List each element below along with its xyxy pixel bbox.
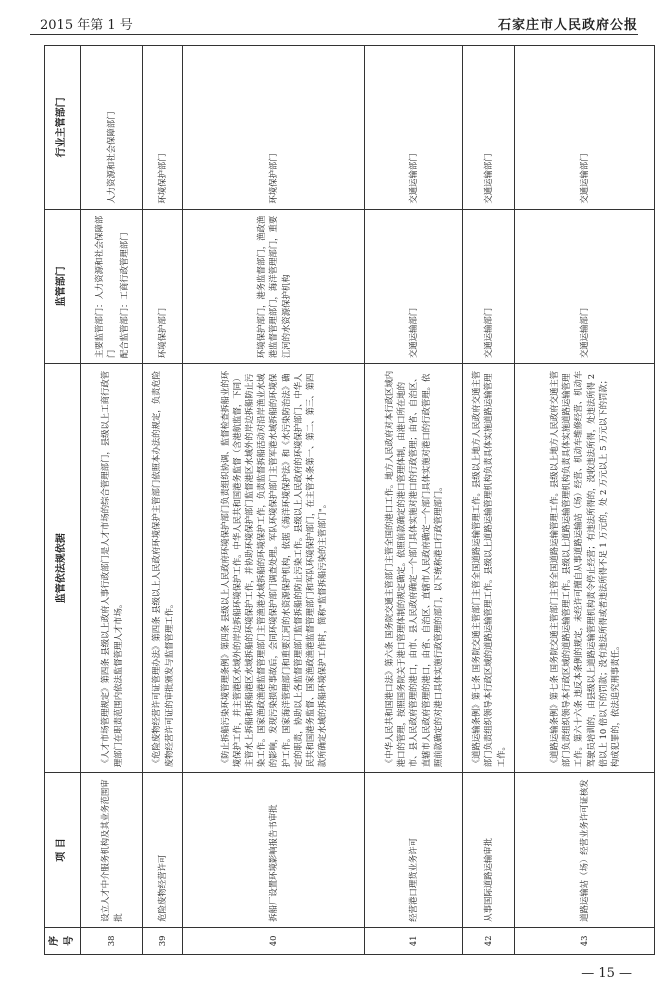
row-monitor: 交通运输部门	[515, 209, 655, 364]
row-item: 拆船厂设置环境影响报告书审批	[183, 773, 365, 928]
issue-label: 2015 年第 1 号	[40, 18, 133, 33]
row-monitor: 交通运输部门	[365, 209, 463, 364]
table-header-row	[45, 46, 81, 955]
header-num: 序号	[45, 927, 81, 954]
row-item: 设立人才中介服务机构及其业务范围审批	[81, 773, 143, 928]
regulation-table	[44, 45, 655, 955]
row-industry: 交通运输部门	[463, 46, 515, 210]
row-item: 危险废物经营许可	[143, 773, 183, 928]
table-row	[81, 46, 143, 955]
row-basis: 《危险废物经营许可证管理办法》第四条 县级以上人民政府环境保护主管部门依照本办法的规定，负责危险废物经营许可证的审批颁发与监督管理工作。	[143, 364, 183, 773]
row-basis: 《中华人民共和国港口法》第六条 国务院交通主管部门主管全国的港口工作。地方人民政府对本行政区域内港口的管理，按照国务院关于港口管理体制的规定确定。依照前款确定的港口管理体制，由港口所在地的市、县人民政府管理的港口，由市、县人民政府确定一个部门具体实施对港口的行政管理；由省、自治区、直辖市人民政府管理的港口，由省、自治区、直辖市人民政府确定一个部门具体实施对港口的行政管理。依照前款确定的对港口具体实施行政管理的部门，以下统称港口行政管理部门。	[365, 364, 463, 773]
row-monitor: 主要监管部门：人力资源和社会保障部门 配合监管部门：工商行政管理部门	[81, 209, 143, 364]
row-monitor: 环境保护部门，港务监督部门，渔政渔港监督管理部门，海洋管理部门，重要江河的水资源保护机构	[183, 209, 365, 364]
gazette-title: 石家庄市人民政府公报	[497, 18, 638, 33]
row-item: 道路运输站（场）经营业务许可证核发	[515, 773, 655, 928]
row-industry: 人力资源和社会保障部门	[81, 46, 143, 210]
row-industry: 环境保护部门	[143, 46, 183, 210]
row-basis: 《道路运输条例》第七条 国务院交通主管部门主管全国道路运输管理工作。县级以上地方人民政府交通主管部门负责组织领导本行政区域的道路运输管理工作。县级以上道路运输管理机构负责具体实施道路运输管理工作。第六十六条 违反本条例的规定，未经许可擅自从事道路运输站（场）经营、机动车维修经营、机动车驾驶员培训的，由县级以上道路运输管理机构责令停止经营；有违法所得的，没收违法所得，处违法所得 2 倍以上 10 倍以下的罚款；没有违法所得或者违法所得不足 1 万元的，处 2 万元以上 5 万元以下的罚款；构成犯罪的，依法追究刑事责任。	[515, 364, 655, 773]
row-num: 38	[81, 927, 143, 954]
row-industry: 交通运输部门	[365, 46, 463, 210]
table-row	[143, 46, 183, 955]
header-basis: 监管依法规依据	[45, 364, 81, 773]
rotated-table-page	[44, 45, 640, 955]
row-item: 经营港口理货业务许可	[365, 773, 463, 928]
header-industry: 行业主管部门	[45, 46, 81, 210]
row-basis: 《人才市场管理规定》第四条 县级以上政府人事行政部门是人才市场的综合管理部门，县级以上工商行政管理部门在职责范围内依法监督管理人才市场。	[81, 364, 143, 773]
row-num: 42	[463, 927, 515, 954]
header-rule	[30, 34, 638, 35]
table-row	[365, 46, 463, 955]
row-num: 41	[365, 927, 463, 954]
row-industry: 交通运输部门	[515, 46, 655, 210]
table-row	[183, 46, 365, 955]
table-row	[463, 46, 515, 955]
header-monitor: 监管部门	[45, 209, 81, 364]
row-monitor: 交通运输部门	[463, 209, 515, 364]
row-industry: 环境保护部门	[183, 46, 365, 210]
row-basis: 《道路运输条例》第七条 国务院交通主管部门主管全国道路运输管理工作。县级以上地方人民政府交通主管部门负责组织领导本行政区域的道路运输管理工作。县级以上道路运输管理机构负责具体实施道路运输管理工作。	[463, 364, 515, 773]
page-number: — 15 —	[581, 966, 632, 981]
row-basis: 《防止拆船污染环境管理条例》第四条 县级以上人民政府环境保护部门负责组织协调、监督检查拆船业的环境保护工作，并主管港区水域外的岸边拆船环境保护工作。中华人民共和国港务监督（含港航监督，下同）主管水上拆船和拆船港区水域拆船的环境保护工作，并协助环境保护部门监督港区水域外的岸边拆船防止污染工作。国家渔政渔港监督管理部门主管渔港水域拆船的环境保护工作，负责监督拆船活动对沿岸渔业水域的影响，发现污染损害事故后，会同环境保护部门调查处理。军队环境保护部门主管军港水域拆船的环境保护工作。国家海洋管理部门和重要江河的水资源保护机构，依据《海洋环境保护法》和《水污染防治法》确定的职责，协助以上各监督管理部门监督拆船的防止污染工作。县级以上人民政府的环境保护部门、中华人民共和国港务监督、国家渔政渔港监督管理部门和军队环境保护部门，在主管本条第一、第二、第三、第四款所确定水域的拆船环境保护工作时，简称"监督拆船污染的主管部门"。	[183, 364, 365, 773]
table-row	[515, 46, 655, 955]
row-num: 39	[143, 927, 183, 954]
row-num: 43	[515, 927, 655, 954]
row-monitor: 环境保护部门	[143, 209, 183, 364]
header-item: 项 目	[45, 773, 81, 928]
row-item: 从事国际道路运输审批	[463, 773, 515, 928]
row-num: 40	[183, 927, 365, 954]
